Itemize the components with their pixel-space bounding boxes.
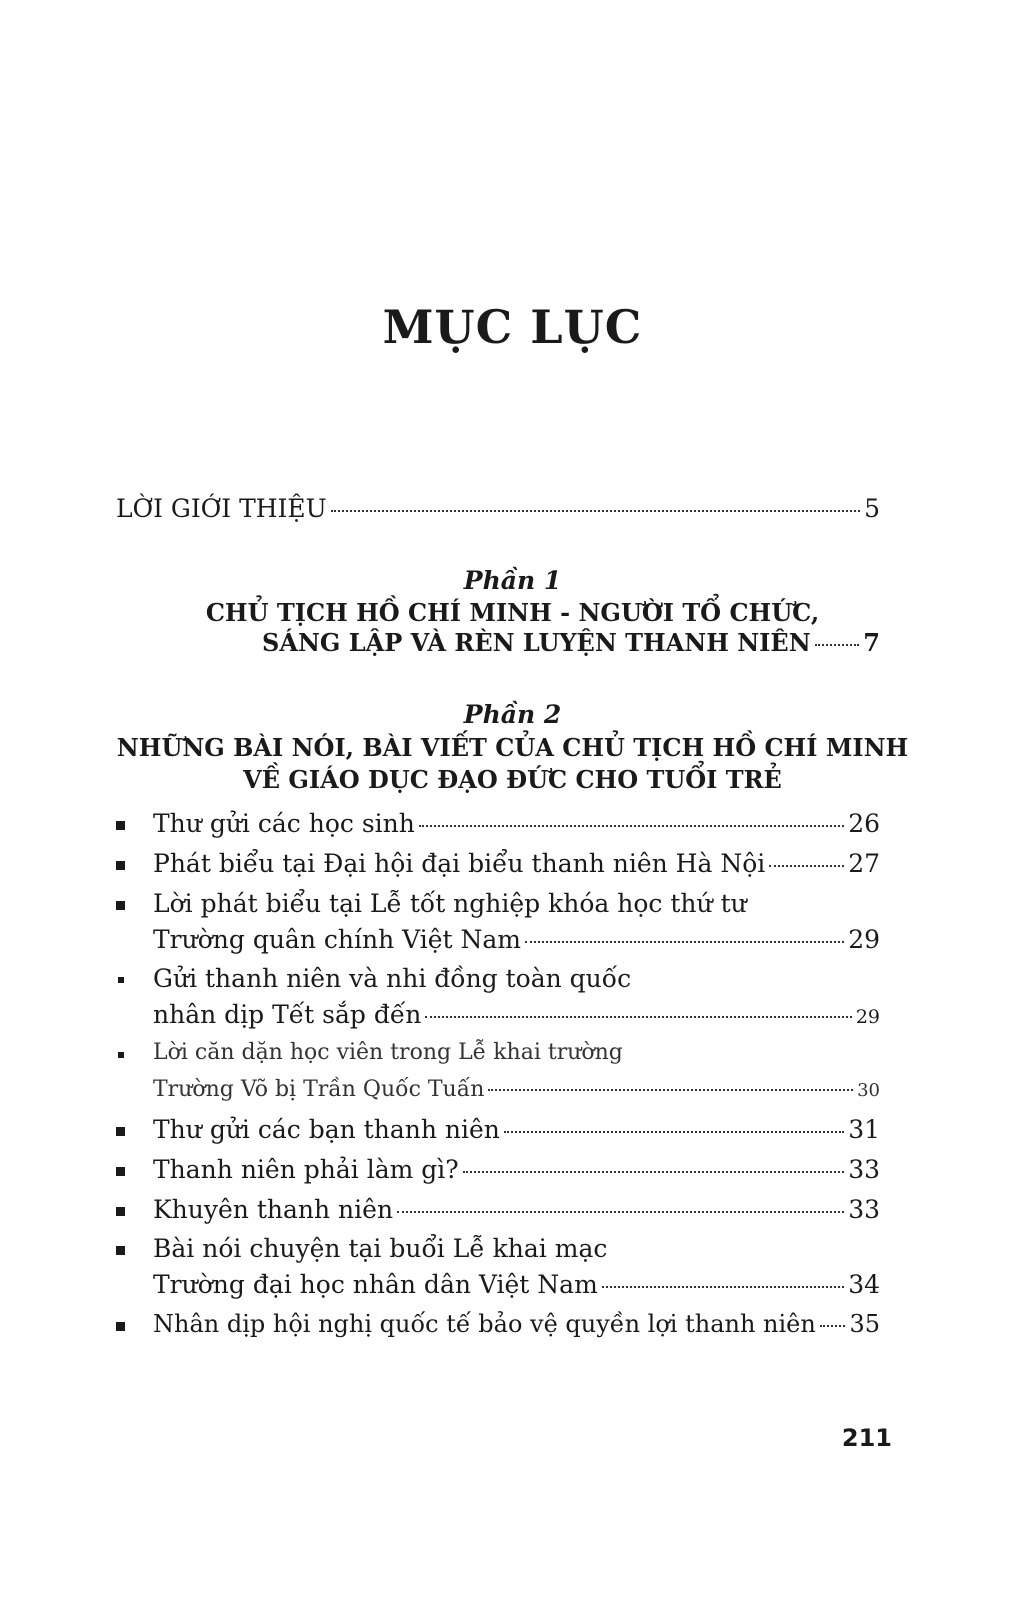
dot-leader	[463, 1171, 845, 1173]
toc-entry-text: Phát biểu tại Đại hội đại biểu thanh niên Hà Nội	[153, 849, 766, 878]
dot-leader	[331, 510, 860, 512]
toc-entry-page: 29	[855, 1006, 880, 1028]
dot-leader	[488, 1089, 853, 1091]
toc-entry-text: Trường Võ bị Trần Quốc Tuấn	[153, 1077, 485, 1102]
bullet-icon	[118, 977, 124, 983]
toc-entry[interactable]	[153, 1115, 880, 1144]
toc-entry-text: Thư gửi các bạn thanh niên	[153, 1115, 500, 1144]
dot-leader	[769, 865, 844, 867]
toc-entry-text: nhân dịp Tết sắp đến	[153, 1000, 422, 1029]
bullet-icon	[116, 1322, 125, 1331]
part-2-label: Phần 2	[463, 700, 562, 729]
toc-entry-text-line1: Gửi thanh niên và nhi đồng toàn quốc	[153, 964, 632, 993]
toc-entry-text: Trường quân chính Việt Nam	[153, 925, 522, 954]
toc-entry[interactable]	[153, 925, 880, 954]
toc-entry-page: 27	[848, 849, 880, 878]
toc-entry-page: 35	[849, 1310, 880, 1338]
toc-entry-part-1[interactable]	[262, 628, 880, 657]
toc-entry-text-line1: Lời phát biểu tại Lễ tốt nghiệp khóa học thứ tư	[153, 889, 747, 918]
dot-leader	[504, 1131, 844, 1133]
toc-entry[interactable]	[153, 1155, 880, 1184]
toc-entry-page: 31	[848, 1115, 880, 1144]
part-1-title-line2: SÁNG LẬP VÀ RÈN LUYỆN THANH NIÊN	[262, 628, 811, 657]
toc-entry-page: 30	[857, 1080, 880, 1101]
toc-entry-page: 29	[848, 925, 880, 954]
dot-leader	[602, 1286, 844, 1288]
bullet-icon	[116, 1207, 125, 1216]
toc-entry-page: 26	[848, 809, 880, 838]
part-1-label: Phần 1	[463, 566, 562, 595]
toc-entry-text: LỜI GIỚI THIỆU	[116, 494, 327, 523]
toc-entry-text: Nhân dịp hội nghị quốc tế bảo vệ quyền lợi thanh niên	[153, 1310, 816, 1338]
toc-entry-text: Thư gửi các học sinh	[153, 809, 415, 838]
dot-leader	[425, 1016, 851, 1018]
part-2-title-line1: NHỮNG BÀI NÓI, BÀI VIẾT CỦA CHỦ TỊCH HỒ CHÍ MINH	[116, 733, 909, 762]
dot-leader	[397, 1211, 844, 1213]
toc-entry[interactable]	[153, 849, 880, 878]
toc-entry[interactable]	[153, 809, 880, 838]
bullet-icon	[116, 901, 125, 910]
bullet-icon	[116, 861, 125, 870]
bullet-icon	[116, 1246, 125, 1255]
part-2-title-line2: VỀ GIÁO DỤC ĐẠO ĐỨC CHO TUỔI TRẺ	[243, 765, 782, 794]
toc-entry-text-line1: Bài nói chuyện tại buổi Lễ khai mạc	[153, 1234, 608, 1263]
bullet-icon	[116, 1127, 125, 1136]
toc-entry[interactable]	[153, 1270, 880, 1299]
bullet-icon	[116, 821, 125, 830]
dot-leader	[815, 644, 860, 646]
dot-leader	[525, 941, 844, 943]
bullet-icon	[116, 1167, 125, 1176]
part-1-title-line1: CHỦ TỊCH HỒ CHÍ MINH - NGƯỜI TỔ CHỨC,	[205, 598, 820, 627]
toc-entry-text: Thanh niên phải làm gì?	[153, 1155, 459, 1184]
toc-entry[interactable]	[153, 1310, 880, 1338]
toc-entry-page: 33	[848, 1195, 880, 1224]
page-title: MỤC LỤC	[382, 300, 643, 354]
toc-entry-page: 34	[848, 1270, 880, 1299]
toc-entry-text-line1: Lời căn dặn học viên trong Lễ khai trường	[153, 1040, 623, 1065]
bullet-icon	[118, 1052, 124, 1058]
toc-entry[interactable]	[153, 1000, 880, 1029]
dot-leader	[820, 1325, 846, 1327]
toc-entry-page: 5	[864, 494, 880, 523]
toc-entry-text: Trường đại học nhân dân Việt Nam	[153, 1270, 598, 1299]
dot-leader	[419, 825, 844, 827]
toc-entry-page: 33	[848, 1155, 880, 1184]
toc-entry-page: 7	[863, 628, 880, 657]
toc-entry[interactable]	[153, 1195, 880, 1224]
toc-entry-intro[interactable]	[116, 494, 880, 523]
toc-entry-text: Khuyên thanh niên	[153, 1195, 394, 1224]
page-number: 211	[841, 1424, 892, 1452]
toc-entry[interactable]	[153, 1077, 880, 1102]
